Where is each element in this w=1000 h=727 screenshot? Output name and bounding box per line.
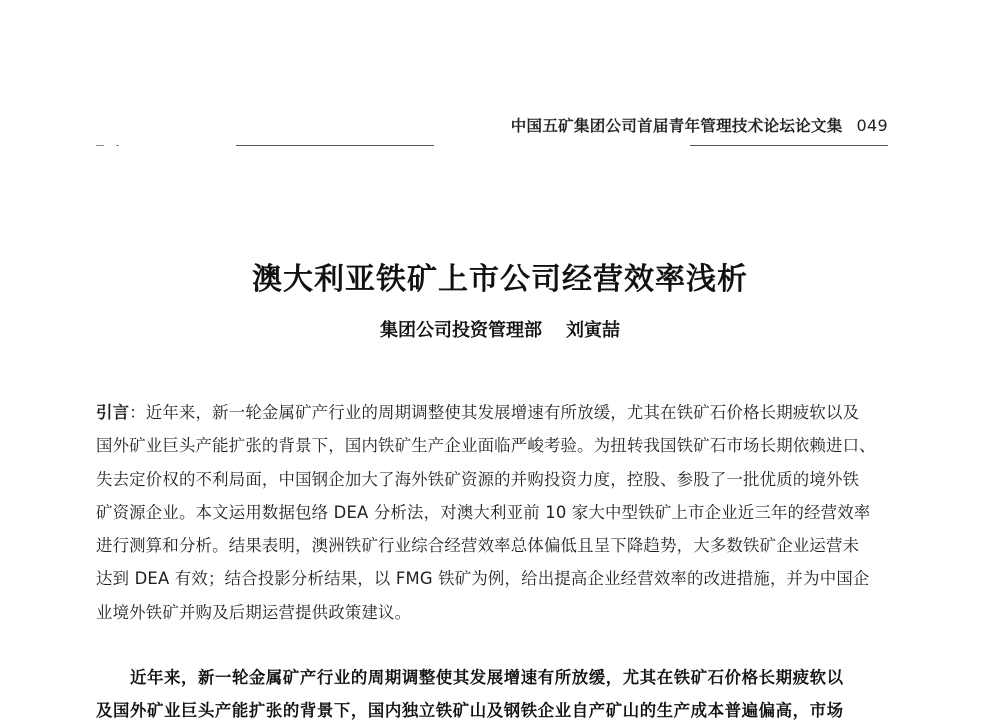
author-name: 刘寅喆 <box>566 320 620 341</box>
header-rule-right <box>690 145 888 146</box>
article-title: 澳大利亚铁矿上市公司经营效率浅析 <box>252 262 748 297</box>
body-line: 及国外矿业巨头产能扩张的背景下，国内独立铁矿山及钢铁企业自产矿山的生产成本普遍偏高，市场 <box>96 701 844 720</box>
abstract <box>96 396 896 629</box>
header-rule-mark <box>96 145 104 146</box>
abstract-line: 矿资源企业。本文运用数据包络 DEA 分析法，对澳大利亚前 10 家大中型铁矿上市企业近三年的经营效率 <box>96 502 871 522</box>
abstract-line: 业境外铁矿并购及后期运营提供政策建议。 <box>96 602 412 622</box>
collection-title: 中国五矿集团公司首届青年管理技术论坛论文集 <box>510 117 843 135</box>
abstract-line: 失去定价权的不利局面，中国钢企加大了海外铁矿资源的并购投资力度，控股、参股了一批优质的境外铁 <box>96 469 860 489</box>
header-rule-mark <box>116 145 119 146</box>
header-rule-left <box>236 145 434 146</box>
abstract-line: 国外矿业巨头产能扩张的背景下，国内铁矿生产企业面临严峻考验。为扭转我国铁矿石市场长期依赖进口、 <box>96 436 876 456</box>
abstract-line: 进行测算和分析。结果表明，澳洲铁矿行业综合经营效率总体偏低且呈下降趋势，大多数铁矿企业运营未 <box>96 536 860 556</box>
author-department: 集团公司投资管理部 <box>380 320 542 341</box>
page-number: 049 <box>856 116 888 135</box>
abstract-label: 引言 <box>96 403 130 422</box>
abstract-line: 引言：近年来，新一轮金属矿产行业的周期调整使其发展增速有所放缓，尤其在铁矿石价格长期疲软以及 <box>96 403 860 422</box>
body-paragraph <box>96 661 896 727</box>
abstract-line: 达到 DEA 有效；结合投影分析结果，以 FMG 铁矿为例，给出提高企业经营效率的改进措施，并为中国企 <box>96 569 870 589</box>
byline <box>0 316 1000 342</box>
body-line: 近年来，新一轮金属矿产行业的周期调整使其发展增速有所放缓，尤其在铁矿石价格长期疲软以 <box>130 668 844 687</box>
running-header <box>511 114 888 136</box>
